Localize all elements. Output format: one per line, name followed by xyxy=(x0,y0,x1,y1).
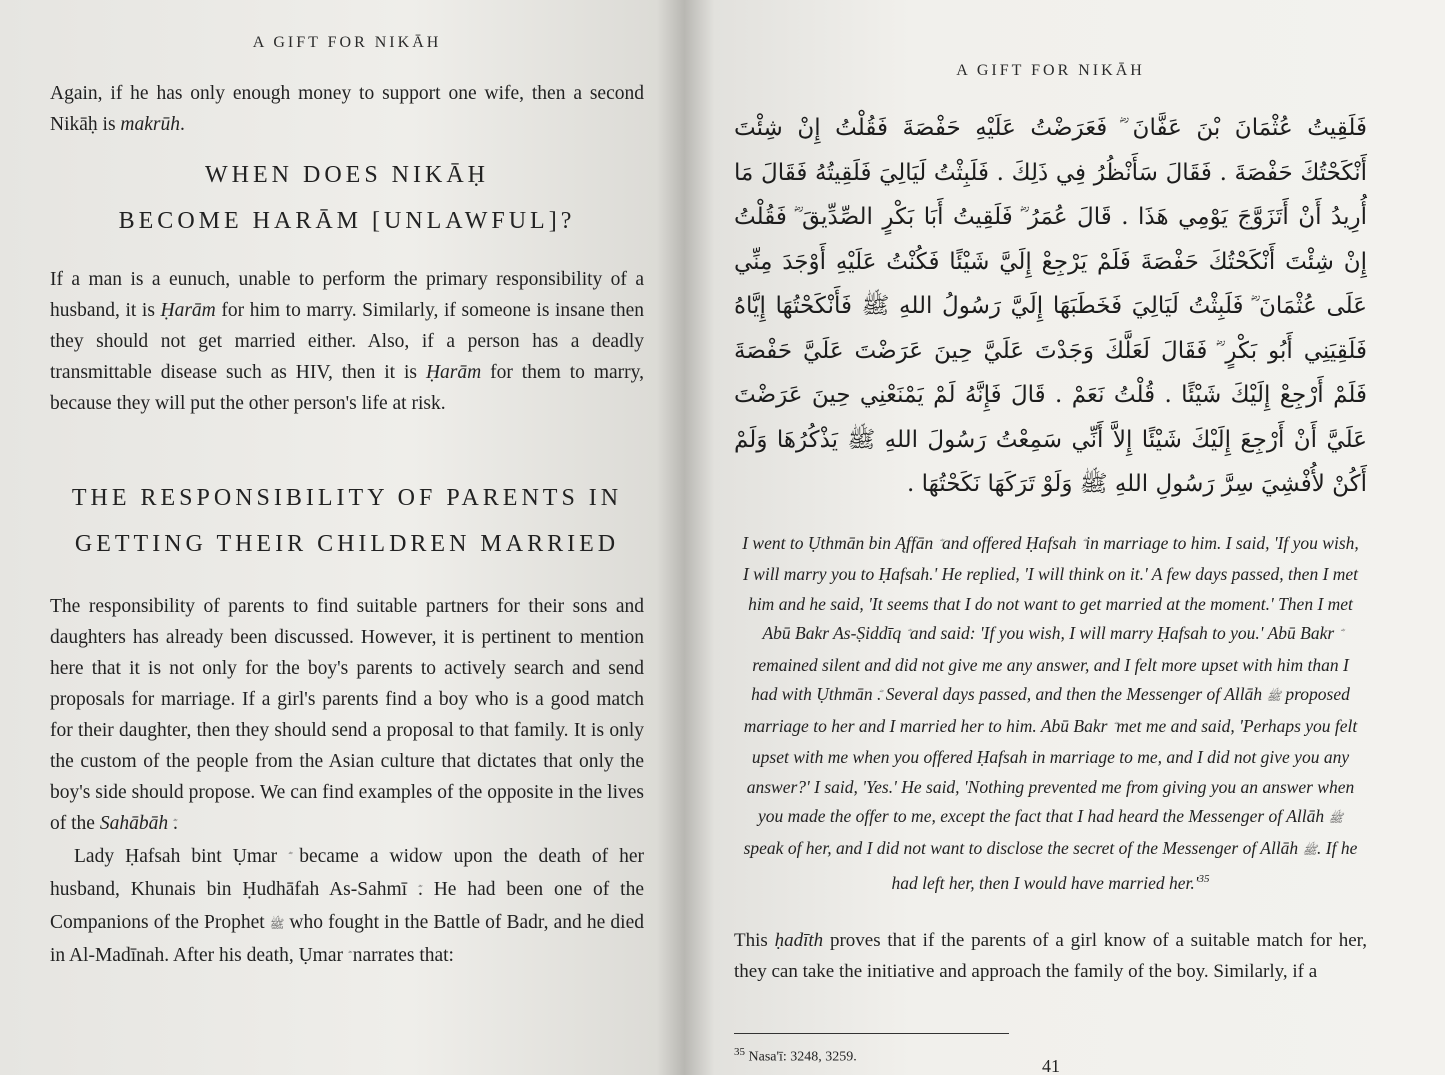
paragraph-haram: If a man is a eunuch, unable to perform the primary responsibility of a husband, it is Ḥarām for him to marry. Similarly, if someone is insane then they should not get married either. Also, if a person has a deadly transmittable disease such as HIV, then it is Ḥarām for them to marry, because they will put the other person's life at risk. xyxy=(50,269,644,414)
hadith-translation: I went to Ụthmān bin Ąffān and offered Ḥafsah in marriage to him. I said, 'If you wish, I will marry you to Ḥafsah.' He replied, 'I will think on it.' A few days passed, then I met him and he said, 'It seems that I do not want to get married at the moment.' Then I met Abū Bakr As-Ṣiddīq and said: 'If you wish, I will marry Ḥafsah to you.' Abū Bakr remained silent and did not give me any answer, and I felt more upset with him than I had with Ụthmān . Several days passed, and then the Messenger of Allāh ﷺ proposed marriage to her and I married her to him. Abū Bakr met me and said, 'Perhaps you felt upset with me when you offered Ḥafsah in marriage to me, and I did not give you any answer?' I said, 'Yes.' He said, 'Nothing prevented me from giving you an answer when you made the offer to me, except the fact that I had heard the Messenger of Allāh ﷺ speak of her, and I did not want to disclose the secret of the Messenger of Allāh ﷺ. If he had left her, then I would have married $her.'^{35}$ xyxy=(742,532,1359,893)
footnote-divider xyxy=(734,1033,1009,1034)
honorific-icon: ﷺ xyxy=(1266,689,1282,703)
footnote-reference: 35 xyxy=(1198,873,1210,885)
arabic-hadith-text: فَلَقِيتُ عُثْمَانَ بْنَ عَفَّانَ ؓ فَعَرَضْتُ عَلَيْهِ حَفْصَةَ فَقُلْتُ إِنْ شِئْتَ أَنْكَحْتُكَ حَفْصَةَ . فَقَالَ سَأَنْظُرُ فِي ذَلِكَ . فَلَبِثْتُ لَيَالِيَ فَلَقِيتُهُ فَقَالَ مَا أُرِيدُ أَنْ أَتَزَوَّجَ يَوْمِي هَذَا . قَالَ عُمَرُ ؓ فَلَقِيتُ أَبَا بَكْرٍ الصِّدِّيقَ ؓ فَقُلْتُ إِنْ شِئْتَ أَنْكَحْتُكَ حَفْصَةَ فَلَمْ يَرْجِعْ إِلَيَّ شَيْئًا فَكُنْتُ عَلَيْهِ أَوْجَدَ مِنِّي عَلَى عُثْمَانَ ؓ فَلَبِثْتُ لَيَالِيَ فَخَطَبَهَا إِلَيَّ رَسُولُ اللهِ ﷺ فَأَنْكَحْتُهَا إِيَّاهُ فَلَقِيَنِي أَبُو بَكْرٍ ؓ فَقَالَ لَعَلَّكَ وَجَدْتَ عَلَيَّ حِينَ عَرَضْتَ عَلَيَّ حَفْصَةَ فَلَمْ أَرْجِعْ إِلَيْكَ شَيْئًا . قُلْتُ نَعَمْ . قَالَ فَإِنَّهُ لَمْ يَمْنَعْنِي حِينَ عَرَضْتَ عَلَيَّ أَنْ أَرْجِعَ إِلَيْكَ شَيْئًا إِلاَّ أَنِّي سَمِعْتُ رَسُولَ اللهِ ﷺ يَذْكُرُهَا وَلَمْ أَكُنْ لأُفْشِيَ سِرَّ رَسُولِ اللهِ ﷺ وَلَوْ تَرَكَهَا نَكَحْتُهَا . xyxy=(734,115,1367,497)
paragraph-parents: The responsibility of parents to find suitable partners for their sons and daughters has already been discussed. However, it is pertinent to mention here that it is not only for the boy's parents to actively search and send proposals for marriage. If a girl's parents find a boy who is a good match for their daughter, then they should send a proposal to that family. It is only the custom of the people from the Asian culture that dictates that only the boy's side should propose. We can find examples of the opposite in the lives of the Sahābāh . xyxy=(50,596,644,834)
right-page xyxy=(684,0,1445,1075)
left-page xyxy=(0,0,684,1075)
honorific-icon: ﷺ xyxy=(1328,811,1344,825)
section-heading-haram: WHEN DOES NIKĀḤ BECOME HARĀM [UNLAWFUL]? xyxy=(118,162,576,234)
page-number: 41 xyxy=(1042,1056,1060,1075)
honorific-icon: ﷺ xyxy=(1302,842,1318,857)
paragraph-hafsah: Lady Ḥafsah bint Ụmar became a widow upon the death of her husband, Khunais bin Ḥudhāfah As-Sahmī . He had been one of the Companions of the Prophet ﷺ who fought in the Battle of Badr, and he died in Al-Madīnah. After his death, Ụmar narrates that: xyxy=(50,846,645,966)
running-head: A GIFT FOR NIKĀH xyxy=(252,34,442,51)
honorific-icon: ﷺ xyxy=(269,917,285,931)
intro-paragraph: Again, if he has only enough money to support one wife, then a second Nikāḥ is makrūh. xyxy=(50,83,644,135)
section-heading-parents: THE RESPONSIBILITY OF PARENTS IN GETTING THEIR CHILDREN MARRIED xyxy=(71,485,623,557)
paragraph-hadith-proof: This ḥadīth proves that if the parents of a girl know of a suitable match for her, they can take the initiative and approach the family of the boy. Similarly, if a xyxy=(734,930,1367,982)
running-head: A GIFT FOR NIKĀH xyxy=(956,62,1145,79)
footnote: $^{35}$ Nasa'ī: 3248, 3259. xyxy=(734,1046,857,1065)
